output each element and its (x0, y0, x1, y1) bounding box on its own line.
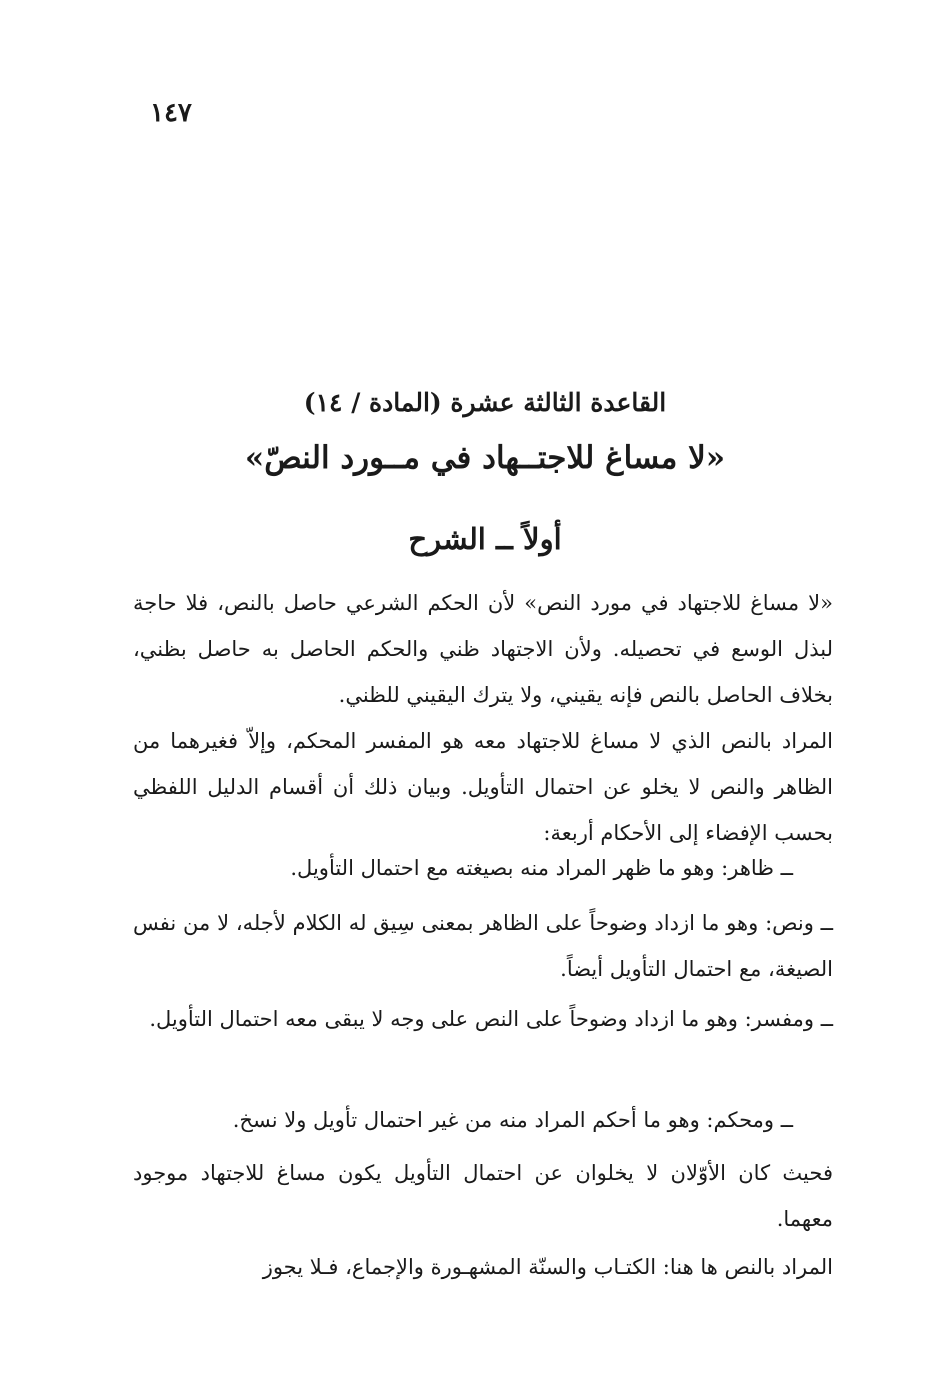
rule-name: «لا مساغ للاجتــهاد في مــورد النصّ» (244, 440, 726, 476)
paragraph-4: ــ ونص: وهو ما ازداد وضوحاً على الظاهر بمعنى سِيق له الكلام لأجله، لا من نفس الصيغة، مع احتمال التأويل أيضاً. (133, 911, 833, 981)
paragraph-8: المراد بالنص ها هنا: الكتـاب والسنّة المشهـورة والإجماع، فـلا يجوز (262, 1255, 833, 1279)
paragraph-7: فحيث كان الأوّلان لا يخلوان عن احتمال التأويل يكون مساغ للاجتهاد موجود معهما. (133, 1161, 833, 1231)
paragraph-3: ــ ظاهر: وهو ما ظهر المراد منه بصيغته مع احتمال التأويل. (290, 856, 793, 880)
paragraph-5: ــ ومفسر: وهو ما ازداد وضوحاً على النص على وجه لا يبقى معه احتمال التأويل. (149, 1007, 833, 1031)
paragraph-2: المراد بالنص الذي لا مساغ للاجتهاد معه هو المفسر المحكم، وإلاّ فغيرهما من الظاهر والنص لا يخلو عن احتمال التأويل. وبيان ذلك أن أقسام الدليل اللفظي بحسب الإفضاء إلى الأحكام أربعة: (133, 729, 833, 845)
rule-heading: القاعدة الثالثة عشرة (المادة / ١٤) (303, 388, 667, 417)
paragraph-6: ــ ومحكم: وهو ما أحكم المراد منه من غير احتمال تأويل ولا نسخ. (232, 1108, 793, 1132)
section-heading: أولاً ــ الشرح (408, 522, 562, 556)
paragraph-1: «لا مساغ للاجتهاد في مورد النص» لأن الحكم الشرعي حاصل بالنص، فلا حاجة لبذل الوسع في تحصيله. ولأن الاجتهاد ظني والحكم الحاصل به حاصل بظني، بخلاف الحاصل بالنص فإنه يقيني، ولا يترك اليقيني للظني. (133, 591, 833, 707)
page-number: ١٤٧ (150, 98, 192, 128)
